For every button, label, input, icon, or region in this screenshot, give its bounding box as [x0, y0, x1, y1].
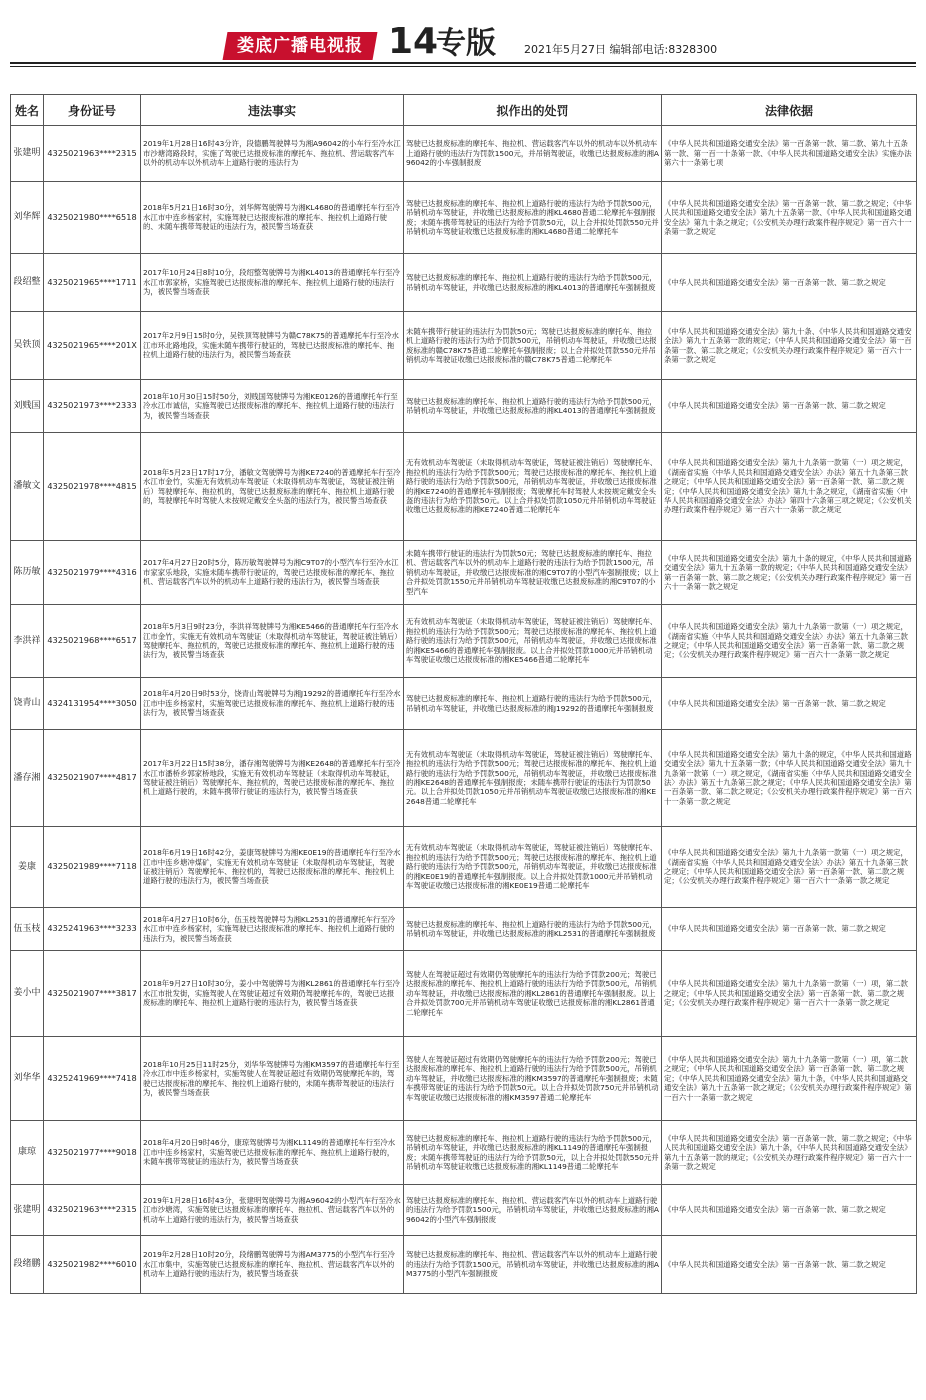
- cell-fact: 2018年4月20日9时46分，康琼驾驶牌号为湘KL1149的普通摩托车行至冷水江市中连乡杨家村，实施驾驶已达报废标准的摩托车、拖拉机上道路行驶的，未随车携带驾驶证的违法行为，被民警当场查获: [141, 1121, 404, 1185]
- table-row: [11, 380, 917, 433]
- table-row: [11, 908, 917, 951]
- issue-meta: 2021年5月27日 编辑部电话:8328300: [524, 43, 718, 56]
- table-row: [11, 254, 917, 312]
- cell-id: 4325021965****1711: [44, 254, 141, 312]
- cell-id: 4325021977****9018: [44, 1121, 141, 1185]
- cell-basis: 《中华人民共和国道路交通安全法》第九十条的规定，《中华人民共和国道路交通安全法》第九十五条第一款的规定；《中华人民共和国道路交通安全法》第一百条第一款、第二款之规定；《公安机关办理行政案件程序规定》第一百六十一条第一款之规定: [662, 541, 917, 605]
- masthead-logo-text: 娄底广播电视报: [237, 36, 363, 56]
- cell-basis: 《中华人民共和国道路交通安全法》第九十条、《中华人民共和国道路交通安全法》第九十五条第一款的规定；《中华人民共和国道路交通安全法》第一百条第一款、第二款之规定；《公安机关办理行政案件程序规定》第一百六十一条第一款之规定: [662, 312, 917, 380]
- cell-penalty: 未随车携带行驶证的违法行为罚款50元；驾驶已达报废标准的摩托车、拖拉机、营运载客汽车以外的机动车上道路行驶的违法行为给予罚款1500元，吊销机动车驾驶证，并收缴已达报废标准的湘C9T07的小型汽车强制报废；以上合并拟处罚款1550元并吊销机动车驾驶证收缴已达报废标准的湘C9T07的小型汽车: [404, 541, 662, 605]
- table-row: [11, 827, 917, 908]
- cell-name: 刘华辉: [11, 182, 44, 254]
- cell-penalty: 驾驶已达报废标准的摩托车、拖拉机上道路行驶的违法行为给予罚款500元，吊销机动车驾驶证，并收缴已达报废标准的湘KL4680普通二轮摩托车强制报废；未随车携带驾驶证的违法行为给予罚款50元，以上合并拟处罚款550元并吊销机动车驾驶证收缴已达报废标准的湘KL4680普通二轮摩托车: [404, 182, 662, 254]
- cell-name: 陈历敏: [11, 541, 44, 605]
- cell-basis: 《中华人民共和国道路交通安全法》第一百条第一款、第二款、第九十五条第一款、第一百一十条第一款、《中华人民共和国道路交通安全法》实施办法第六十一条第七项: [662, 126, 917, 182]
- col-header-penalty: 拟作出的处罚: [404, 95, 662, 126]
- newspaper-header: [10, 20, 916, 64]
- cell-fact: 2017年3月22日15时38分，潘存湘驾驶牌号为湘KE2648的普通摩托车行至冷水江市潘桥乡郭家桥地段，实施无有效机动车驾驶证（未取得机动车驾驶证，驾驶证被注销后）驾驶摩托车、拖拉机的，驾驶已达报废标准的摩托车、拖拉机上道路行驶的，未随车携带行驶证的违法行为，被民警当场查获: [141, 730, 404, 827]
- cell-basis: 《中华人民共和国道路交通安全法》第九十九条第一款第（一）项，第二款之规定；《中华人民共和国道路交通安全法》第一百条第一款、第二款之规定；《中华人民共和国道路交通安全法》第九十条，《中华人民共和国道路交通安全法》第九十五条第一款之规定；《公安机关办理行政案件程序规定》第一百六十一条第一款之规定: [662, 1037, 917, 1121]
- cell-penalty: 驾驶已达报废标准的摩托车、拖拉机上道路行驶的违法行为给予罚款500元，吊销机动车驾驶证，并收缴已达报废标准的湘J19292的普通摩托车强制报废: [404, 678, 662, 730]
- cell-id: 4325021963****2315: [44, 126, 141, 182]
- cell-id: 4325021907****3817: [44, 951, 141, 1037]
- cell-id: 4325021989****7118: [44, 827, 141, 908]
- cell-name: 饶青山: [11, 678, 44, 730]
- cell-fact: 2018年6月19日16时42分，姜康驾驶牌号为湘KE0E19的普通摩托车行至冷水江市中连乡塘冲煤矿，实施无有效机动车驾驶证（未取得机动车驾驶证，驾驶证被注销后）驾驶摩托车、拖拉机的，驾驶已达报废标准的摩托车、拖拉机上道路行驶的违法行为，被民警当场查获: [141, 827, 404, 908]
- cell-basis: 《中华人民共和国道路交通安全法》第九十九条第一款第（一）项之规定，《湖南省实施〈中华人民共和国道路交通安全法〉办法》第五十九条第三款之规定；《中华人民共和国道路交通安全法》第一百条第一款、第二款之规定；《中华人民共和国道路交通安全法》第九十条之规定，《湖南省实施〈中华人民共和国道路交通安全法〉办法》第四十六条第三项之规定；《公安机关办理行政案件程序规定》第一百六十一条第一款之规定: [662, 433, 917, 541]
- table-row: [11, 1037, 917, 1121]
- cell-basis: 《中华人民共和国道路交通安全法》第一百条第一款、第二款之规定: [662, 1185, 917, 1236]
- cell-penalty: 驾驶已达报废标准的摩托车、拖拉机上道路行驶的违法行为给予罚款500元，吊销机动车驾驶证，并收缴已达报废标准的湘KL4013的普通摩托车强制报废: [404, 254, 662, 312]
- cell-fact: 2018年5月21日16时30分，刘华辉驾驶牌号为湘KL4680的普通摩托车行至冷水江市中连乡杨家村，实施驾驶已达报废标准的摩托车、拖拉机上道路行驶的、未随车携带驾驶证的违法行为，被民警当场查获: [141, 182, 404, 254]
- table-row: [11, 605, 917, 678]
- cell-penalty: 未随车携带行驶证的违法行为罚款50元；驾驶已达报废标准的摩托车、拖拉机上道路行驶的违法行为给予罚款500元，吊销机动车驾驶证，并收缴已达报废标准的赣C78K75普通二轮摩托车强制报废；以上合并拟处罚款550元并吊销机动车驾驶证收缴已达报废标准的赣C78K75普通二轮摩托车: [404, 312, 662, 380]
- page-number: 14: [388, 21, 439, 62]
- cell-name: 李洪祥: [11, 605, 44, 678]
- cell-fact: 2018年9月27日10时30分，姜小中驾驶牌号为湘KL2861的普通摩托车行至冷水江市批发街，实施驾驶人在驾驶证超过有效期仍驾驶摩托车的，驾驶已达报废标准的摩托车、拖拉机上道路行驶的违法行为，被民警当场查获: [141, 951, 404, 1037]
- cell-id: 4325021973****2333: [44, 380, 141, 433]
- cell-penalty: 驾驶已达报废标准的摩托车、拖拉机、营运载客汽车以外的机动车以外机动车上道路行驶的违法行为罚款1500元，并吊销驾驶证，收缴已达报废标准的湘A96042的小车强制报废: [404, 126, 662, 182]
- cell-name: 姜康: [11, 827, 44, 908]
- cell-penalty: 驾驶已达报废标准的摩托车、拖拉机上道路行驶的违法行为给予罚款500元，吊销机动车驾驶证，并收缴已达报废标准的湘KL1149的普通摩托车强制报废；未随车携带驾驶证的违法行为给予罚款50元，以上合并拟处罚款550元并吊销机动车驾驶证收缴已达报废标准的湘KL1149普通二轮摩托车: [404, 1121, 662, 1185]
- cell-basis: 《中华人民共和国道路交通安全法》第一百条第一款、第二款之规定；《中华人民共和国道路交通安全法》第九十五条第一款、《中华人民共和国道路交通安全法》第九十条之规定；《公安机关办理行政案件程序规定》第一百六十一条第一款之规定: [662, 182, 917, 254]
- cell-basis: 《中华人民共和国道路交通安全法》第九十九条第一款第（一）项，第二款之规定；《中华人民共和国道路交通安全法》第一百条第一款、第二款之规定；《公安机关办理行政案件程序规定》第一百六十一条第一款之规定: [662, 951, 917, 1037]
- table-row: [11, 1121, 917, 1185]
- table-row: [11, 730, 917, 827]
- cell-fact: 2018年4月20日9时53分，饶青山驾驶牌号为湘J19292的普通摩托车行至冷水江市中连乡杨家村，实施驾驶已达报废标准的摩托车、拖拉机上道路行驶的违法行为，被民警当场查获: [141, 678, 404, 730]
- table-row: [11, 951, 917, 1037]
- cell-fact: 2017年2月9日15时0分，吴铁顶驾驶牌号为赣C78K75的普通摩托车行至冷水江市环北路地段，实施未随车携带行驶证的，驾驶已达报废标准的摩托车、拖拉机上道路行驶的违法行为，被民警当场查获: [141, 312, 404, 380]
- cell-id: 4325021979****4316: [44, 541, 141, 605]
- table-row: [11, 182, 917, 254]
- col-header-basis: 法律依据: [662, 95, 917, 126]
- cell-basis: 《中华人民共和国道路交通安全法》第一百条第一款、第二款之规定: [662, 908, 917, 951]
- cell-fact: 2017年4月27日20时5分，陈历敏驾驶牌号为湘C9T07的小型汽车行至冷水江市家家乐地段，实施未随车携带行驶证的，驾驶已达报废标准的摩托车、拖拉机、营运载客汽车以外的机动车上道路行驶的违法行为，被民警当场查获: [141, 541, 404, 605]
- cell-penalty: 无有效机动车驾驶证（未取得机动车驾驶证，驾驶证被注销后）驾驶摩托车、拖拉机的违法行为给予罚款500元；驾驶已达报废标准的摩托车、拖拉机上道路行驶的违法行为给予罚款500元，吊销机动车驾驶证，并收缴已达报废标准的湘KE2648的普通摩托车强制报废；未随车携带行驶证的违法行为罚款50元。以上合并拟处罚款1050元并吊销机动车驾驶证收缴已达报废标准的湘KE2648普通二轮摩托车: [404, 730, 662, 827]
- cell-name: 潘存湘: [11, 730, 44, 827]
- cell-name: 张建明: [11, 1185, 44, 1236]
- cell-id: 4325021980****6518: [44, 182, 141, 254]
- cell-name: 姜小中: [11, 951, 44, 1037]
- cell-fact: 2018年4月27日10时6分，伍玉枝驾驶牌号为湘KL2531的普通摩托车行至冷水江市中连乡杨家村，实施驾驶已达报废标准的摩托车、拖拉机上道路行驶的违法行为，被民警当场查获: [141, 908, 404, 951]
- cell-basis: 《中华人民共和国道路交通安全法》第九十九条第一款第（一）项之规定，《湖南省实施〈中华人民共和国道路交通安全法〉办法》第五十九条第三款之规定；《中华人民共和国道路交通安全法》第一百条第一款、第二款之规定；《公安机关办理行政案件程序规定》第一百六十一条第一款之规定: [662, 827, 917, 908]
- violation-table: [10, 94, 917, 1294]
- table-row: [11, 541, 917, 605]
- cell-basis: 《中华人民共和国道路交通安全法》第九十条的规定，《中华人民共和国道路交通安全法》第九十五条第一款；《中华人民共和国道路交通安全法》第九十九条第一款第（一）项之规定，《湖南省实施〈中华人民共和国道路交通安全法〉办法》第五十九条第三款之规定；《中华人民共和国道路交通安全法》第一百条第一款、第二款之规定；《公安机关办理行政案件程序规定》第一百六十一条第一款之规定: [662, 730, 917, 827]
- cell-name: 段绍整: [11, 254, 44, 312]
- table-body: [11, 126, 917, 1294]
- cell-name: 刘贱国: [11, 380, 44, 433]
- cell-id: 4325021963****2315: [44, 1185, 141, 1236]
- cell-name: 吴铁顶: [11, 312, 44, 380]
- cell-id: 4325021982****6010: [44, 1236, 141, 1294]
- cell-penalty: 驾驶已达报废标准的摩托车、拖拉机上道路行驶的违法行为给予罚款500元，吊销机动车驾驶证，并收缴已达报废标准的湘KL2531的普通摩托车强制报废: [404, 908, 662, 951]
- page-title: 专版: [436, 26, 496, 61]
- cell-penalty: 驾驶已达报废标准的摩托车、拖拉机、营运载客汽车以外的机动车上道路行驶的违法行为给予罚款1500元，吊销机动车驾驶证，并收缴已达报废标准的湘AM3775的小型汽车强制报废: [404, 1236, 662, 1294]
- table-row: [11, 126, 917, 182]
- cell-fact: 2019年2月28日10时20分，段绪鹏驾驶牌号为湘AM3775的小型汽车行至冷水江市集中，实施驾驶已达报废标准的摩托车、拖拉机、营运载客汽车以外的机动车上道路行驶的违法行为，被民警当场查获: [141, 1236, 404, 1294]
- cell-name: 张建明: [11, 126, 44, 182]
- cell-id: 4325241969****7418: [44, 1037, 141, 1121]
- table-row: [11, 1236, 917, 1294]
- cell-fact: 2017年10月24日8时10分，段绍整驾驶牌号为湘KL4013的普通摩托车行至冷水江市郭家桥，实施驾驶已达报废标准的摩托车、拖拉机上道路行驶的违法行为，被民警当场查获: [141, 254, 404, 312]
- cell-penalty: 驾驶人在驾驶证超过有效期仍驾驶摩托车的违法行为给予罚款200元；驾驶已达报废标准的摩托车、拖拉机上道路行驶的违法行为给予罚款500元，吊销机动车驾驶证，并收缴已达报废标准的湘KL2861的普通摩托车强制报废。以上合并拟处罚款700元并吊销机动车驾驶证收缴已达报废标准的湘KL2861普通二轮摩托车: [404, 951, 662, 1037]
- cell-id: 4325021965****201X: [44, 312, 141, 380]
- col-header-name: 姓名: [11, 95, 44, 126]
- cell-id: 4325021968****6517: [44, 605, 141, 678]
- table-row: [11, 433, 917, 541]
- masthead-logo: [223, 32, 378, 60]
- cell-basis: 《中华人民共和国道路交通安全法》第一百条第一款、第二款之规定: [662, 380, 917, 433]
- col-header-fact: 违法事实: [141, 95, 404, 126]
- cell-basis: 《中华人民共和国道路交通安全法》第一百条第一款、第二款之规定: [662, 254, 917, 312]
- cell-basis: 《中华人民共和国道路交通安全法》第九十九条第一款第（一）项之规定，《湖南省实施〈中华人民共和国道路交通安全法〉办法》第五十九条第三款之规定；《中华人民共和国道路交通安全法》第一百条第一款、第二款之规定；《公安机关办理行政案件程序规定》第一百六十一条第一款之规定: [662, 605, 917, 678]
- cell-fact: 2018年5月3日9时23分，李洪祥驾驶牌号为湘KE5466的普通摩托车行至冷水江市金竹，实施无有效机动车驾驶证（未取得机动车驾驶证，驾驶证被注销后）驾驶摩托车、拖拉机的，驾驶已达报废标准的摩托车、拖拉机上道路行驶的违法行为，被民警当场查获: [141, 605, 404, 678]
- cell-fact: 2018年10月30日15时50分，刘贱国驾驶牌号为湘KE0126的普通摩托车行至冷水江市诚信，实施驾驶已达报废标准的摩托车、拖拉机上道路行驶的违法行为，被民警当场查获: [141, 380, 404, 433]
- cell-name: 伍玉枝: [11, 908, 44, 951]
- cell-name: 刘华华: [11, 1037, 44, 1121]
- cell-fact: 2018年5月23日17时17分，潘敏文驾驶牌号为湘KE7240的普通摩托车行至冷水江市金竹，实施无有效机动车驾驶证（未取得机动车驾驶证，驾驶证被注销后）驾驶摩托车、拖拉机的，驾驶已达报废标准的摩托车、拖拉机上道路行驶的，驾驶摩托车时驾驶人未按规定戴安全头盔的违法行为，被民警当场查获: [141, 433, 404, 541]
- header-rule-thin: [10, 66, 916, 67]
- cell-name: 潘敏文: [11, 433, 44, 541]
- cell-penalty: 驾驶已达报废标准的摩托车、拖拉机上道路行驶的违法行为给予罚款500元，吊销机动车驾驶证，并收缴已达报废标准的湘KL4013的普通摩托车强制报废: [404, 380, 662, 433]
- cell-name: 康琼: [11, 1121, 44, 1185]
- cell-penalty: 无有效机动车驾驶证（未取得机动车驾驶证，驾驶证被注销后）驾驶摩托车、拖拉机的违法行为给予罚款500元；驾驶已达报废标准的摩托车、拖拉机上道路行驶的违法行为给予罚款500元，吊销机动车驾驶证，并收缴已达报废标准的湘KE0E19的普通摩托车强制报废。以上合并拟处罚款1000元并吊销机动车驾驶证收缴已达报废标准的湘KE0E19普通二轮摩托车: [404, 827, 662, 908]
- table-row: [11, 678, 917, 730]
- cell-basis: 《中华人民共和国道路交通安全法》第一百条第一款、第二款之规定: [662, 678, 917, 730]
- header-rule: [10, 62, 916, 64]
- cell-penalty: 驾驶人在驾驶证超过有效期仍驾驶摩托车的违法行为给予罚款200元；驾驶已达报废标准的摩托车、拖拉机上道路行驶的违法行为给予罚款500元，吊销机动车驾驶证，并收缴已达报废标准的湘KM3597的普通摩托车强制报废；未随车携带驾驶证的违法行为给予罚款50元。以上合并拟处罚款750元并吊销机动车驾驶证收缴已达报废标准的湘KM3597普通二轮摩托车: [404, 1037, 662, 1121]
- cell-fact: 2018年10月25日11时25分，刘华华驾驶牌号为湘KM3597的普通摩托车行至冷水江市中连乡杨家村，实施驾驶人在驾驶证超过有效期仍驾驶摩托车的，驾驶已达报废标准的摩托车、拖拉机上道路行驶的，未随车携带驾驶证的违法行为，被民警当场查获: [141, 1037, 404, 1121]
- cell-penalty: 无有效机动车驾驶证（未取得机动车驾驶证，驾驶证被注销后）驾驶摩托车、拖拉机的违法行为给予罚款500元；驾驶已达报废标准的摩托车、拖拉机上道路行驶的违法行为给予罚款500元，吊销机动车驾驶证，并收缴已达报废标准的湘KE5466的普通摩托车强制报废。以上合并拟处罚款1000元并吊销机动车驾驶证收缴已达报废标准的湘KE5466普通二轮摩托车: [404, 605, 662, 678]
- cell-penalty: 无有效机动车驾驶证（未取得机动车驾驶证，驾驶证被注销后）驾驶摩托车、拖拉机的违法行为给予罚款500元；驾驶已达报废标准的摩托车、拖拉机上道路行驶的违法行为给予罚款500元，吊销机动车驾驶证，并收缴已达报废标准的湘KE7240的普通摩托车强制报废；驾驶摩托车时驾驶人未按规定戴安全头盔的违法行为给予罚款50元。以上合并拟处罚款1050元并吊销机动车驾驶证收缴已达报废标准的湘KE7240普通二轮摩托车: [404, 433, 662, 541]
- cell-id: 4325241963****3233: [44, 908, 141, 951]
- cell-fact: 2019年1月28日16时43分，张建明驾驶牌号为湘A96042的小型汽车行至冷水江市沙塘湾，实施驾驶已达报废标准的摩托车、拖拉机、营运载客汽车以外的机动车上道路行驶的违法行为，被民警当场查获: [141, 1185, 404, 1236]
- cell-id: 4325021907****4817: [44, 730, 141, 827]
- table-row: [11, 312, 917, 380]
- cell-fact: 2019年1月28日16时43分许，段德鹏驾驶牌号为湘A96042的小车行至冷水江市沙塘湾路段时，实施了驾驶已达报废标准的摩托车、拖拉机、营运载客汽车以外的机动车以外机动车上道路行驶的违法行为: [141, 126, 404, 182]
- cell-id: 4325021978****4815: [44, 433, 141, 541]
- table-header-row: [11, 95, 917, 126]
- cell-basis: 《中华人民共和国道路交通安全法》第一百条第一款、第二款之规定；《中华人民共和国道路交通安全法》第九十条，《中华人民共和国道路交通安全法》第九十五条第一款的规定；《公安机关办理行政案件程序规定》第一百六十一条第一款之规定: [662, 1121, 917, 1185]
- cell-name: 段绪鹏: [11, 1236, 44, 1294]
- cell-basis: 《中华人民共和国道路交通安全法》第一百条第一款、第二款之规定: [662, 1236, 917, 1294]
- table-row: [11, 1185, 917, 1236]
- cell-penalty: 驾驶已达报废标准的摩托车、拖拉机、营运载客汽车以外的机动车上道路行驶的违法行为给予罚款1500元，吊销机动车驾驶证，并收缴已达报废标准的湘A96042的小型汽车强制报废: [404, 1185, 662, 1236]
- cell-id: 4324131954****3050: [44, 678, 141, 730]
- col-header-id: 身份证号: [44, 95, 141, 126]
